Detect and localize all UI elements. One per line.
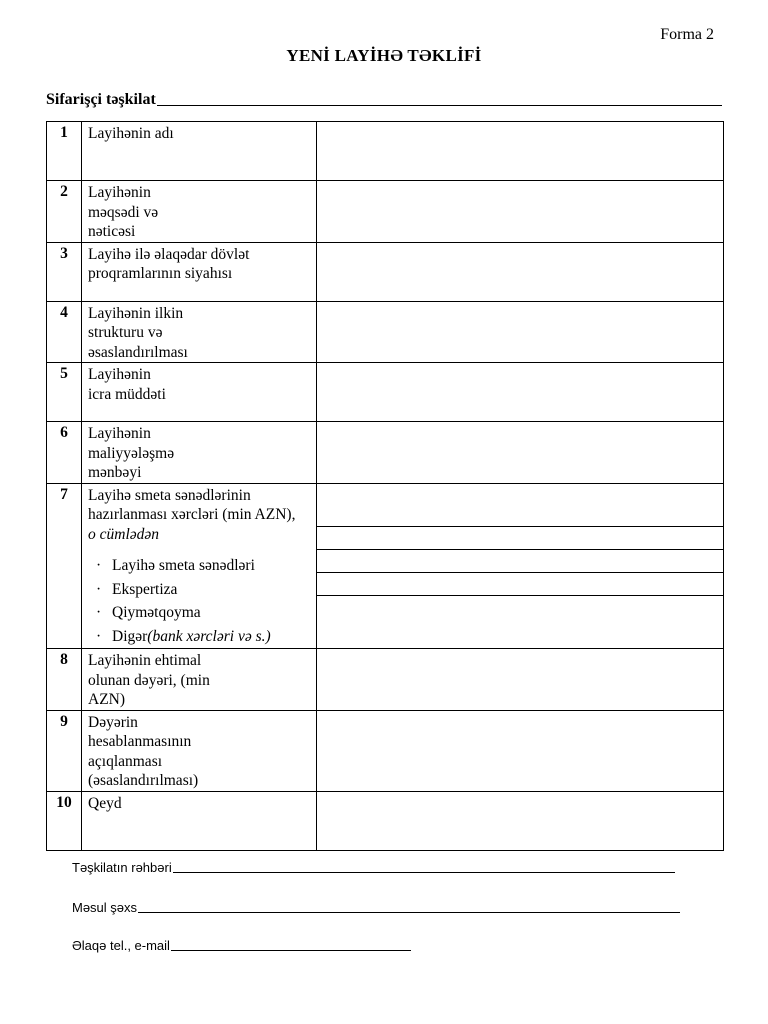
signature-responsible[interactable] xyxy=(72,900,680,915)
cost-value-cell[interactable] xyxy=(317,483,724,649)
table-row xyxy=(47,710,724,791)
cost-value-line xyxy=(317,595,723,596)
row-label: Layihə smeta sənədlərinin hazırlanması xərcləri (min AZN), o cümlədən · Layihə smeta sənədləri · Ekspertiza · Qiymətqoyma · Digər(bank xərcləri və s.) xyxy=(82,483,317,649)
row-value-cell[interactable] xyxy=(317,791,724,850)
row-value-cell[interactable] xyxy=(317,649,724,711)
row-label: Layihənin ilkin strukturu və əsaslandırılması xyxy=(82,301,317,363)
row-number: 6 xyxy=(47,422,82,484)
table-row xyxy=(47,122,724,181)
row-number: 2 xyxy=(47,181,82,243)
table-row xyxy=(47,649,724,711)
row-label: Layihə ilə əlaqədar dövlət proqramlarının siyahısı xyxy=(82,242,317,301)
signature-responsible-label: Məsul şəxs xyxy=(72,900,138,915)
signature-head[interactable] xyxy=(72,860,675,875)
row-value-cell[interactable] xyxy=(317,710,724,791)
row-number: 3 xyxy=(47,242,82,301)
signature-responsible-line[interactable] xyxy=(138,900,680,913)
cost-value-line xyxy=(317,572,723,573)
signature-contact-label: Əlaqə tel., e-mail xyxy=(72,938,170,953)
row-label: Layihənin icra müddəti xyxy=(82,363,317,422)
cost-item: · Qiymətqoyma xyxy=(96,604,201,621)
row-value-cell[interactable] xyxy=(317,363,724,422)
row-value-cell[interactable] xyxy=(317,301,724,363)
row-number: 10 xyxy=(47,791,82,850)
row-number: 4 xyxy=(47,301,82,363)
client-field[interactable] xyxy=(46,91,722,109)
client-label: Sifarişçi təşkilat xyxy=(46,91,156,108)
row-number: 8 xyxy=(47,649,82,711)
table-row xyxy=(47,791,724,850)
signature-contact-line[interactable] xyxy=(171,938,411,951)
row-value-cell[interactable] xyxy=(317,181,724,243)
row-number: 1 xyxy=(47,122,82,181)
row-label: Layihənin maliyyələşmə mənbəyi xyxy=(82,422,317,484)
row-label: Layihənin məqsədi və nəticəsi xyxy=(82,181,317,243)
cost-value-line xyxy=(317,526,723,527)
form-number: Forma 2 xyxy=(660,26,714,43)
table-row xyxy=(47,242,724,301)
page-title: YENİ LAYİHƏ TƏKLİFİ xyxy=(286,46,482,65)
cost-value-line xyxy=(317,549,723,550)
row-value-cell[interactable] xyxy=(317,422,724,484)
row-label: Layihənin adı xyxy=(82,122,317,181)
row-label: Dəyərin hesablanmasının açıqlanması (əsaslandırılması) xyxy=(82,710,317,791)
cost-item: · Digər(bank xərcləri və s.) xyxy=(96,627,271,645)
cost-item: · Layihə smeta sənədləri xyxy=(96,557,255,574)
row-label: Layihənin ehtimal olunan dəyəri, (min AZN) xyxy=(82,649,317,711)
table-row xyxy=(47,301,724,363)
row-number: 7 xyxy=(47,483,82,649)
signature-head-label: Təşkilatın rəhbəri xyxy=(72,860,172,875)
row-value-cell[interactable] xyxy=(317,242,724,301)
signature-head-line[interactable] xyxy=(173,860,675,873)
client-input-line[interactable] xyxy=(157,91,722,106)
row-number: 5 xyxy=(47,363,82,422)
row-label: Qeyd xyxy=(82,791,317,850)
row-value-cell[interactable] xyxy=(317,122,724,181)
cost-item: · Ekspertiza xyxy=(96,580,178,598)
signature-contact[interactable] xyxy=(72,938,411,953)
proposal-table xyxy=(46,121,724,851)
table-row xyxy=(47,422,724,484)
table-row xyxy=(47,181,724,243)
table-row xyxy=(47,363,724,422)
row-number: 9 xyxy=(47,710,82,791)
table-row xyxy=(47,483,724,649)
